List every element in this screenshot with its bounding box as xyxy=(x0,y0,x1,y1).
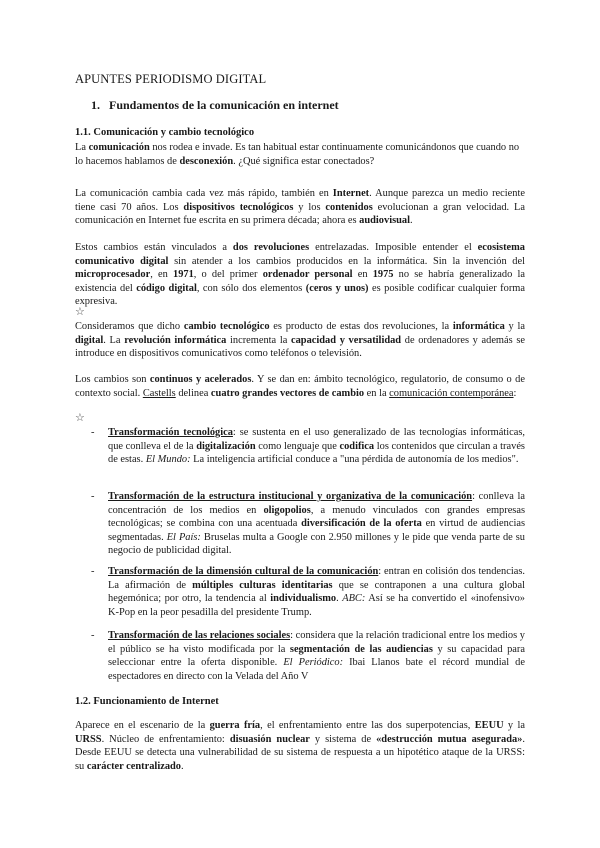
list-item: - Transformación de las relaciones sociales: considera que la relación tradicional entre los medios y el público se ha visto modificada por la segmentación de las audiencias y su capacidad para seleccionar entre la oferta disponible. El Periódico: Ibai Llanos bate el récord mundial de espectadores en directo con la Velada del Año V xyxy=(91,630,525,682)
section-title: Fundamentos de la comunicación en internet xyxy=(109,98,339,112)
section-number: 1. xyxy=(91,98,100,112)
paragraph-two-revolutions: Estos cambios están vinculados a dos revoluciones entrelazadas. Imposible entender el ecosistema comunicativo digital sin atender a los cambios producidos en la informática. Sin la invención del microprocesador, en 1971, o del primer ordenador personal en 1975 no se habría generalizado la existencia del código digital, con sólo dos elementos (ceros y unos) es posible codificar cualquier forma expresiva. xyxy=(75,242,526,307)
document-title: APUNTES PERIODISMO DIGITAL xyxy=(75,72,267,86)
link-castells: Castells xyxy=(142,387,176,399)
subsection-heading-1-2: 1.2. Funcionamiento de Internet xyxy=(75,696,219,707)
list-item: - Transformación tecnológica: se sustenta en el uso generalizado de las tecnologías informáticas, que conlleva el de la digitalización como lenguaje que codifica los contenidos que circulan a través de estas. El Mundo: La inteligencia artificial conduce a "una pérdida de autonomía de los medios". xyxy=(91,427,525,465)
paragraph-castells: Los cambios son continuos y acelerados. Y se dan en: ámbito tecnológico, regulatorio, de consumo o de contexto social. Castells delinea cuatro grandes vectores de cambio en la comunicación contemporánea: xyxy=(75,374,525,399)
list-item: - Transformación de la dimensión cultural de la comunicación: entran en colisión dos tendencias. La afirmación de múltiples culturas identitarias que se contraponen a una cultura global hegemónica; por otro, la tendencia al individualismo. ABC: Así se ha convertido el «inofensivo» K-Pop en la peor pesadilla del presidente Trump. xyxy=(91,566,525,618)
star-icon: ☆ xyxy=(75,411,85,424)
list-item: - Transformación de la estructura institucional y organizativa de la comunicación: conlleva la concentración de los medios en oligopolios, a menudo vinculados con grandes empresas tecnológicas; se combina con una acentuada diversificación de la oferta en virtud de audiencias segmentadas. El País: Bruselas multa a Google con 2.950 millones y le pide que venda parte de su negocio de publicidad digital. xyxy=(91,491,526,556)
paragraph-tech-change: Consideramos que dicho cambio tecnológico es producto de estas dos revoluciones, la informática y la digital. La revolución informática incrementa la capacidad y versatilidad de ordenadores y además se introduce en dispositivos comunicativos como teléfonos o televisión. xyxy=(75,321,526,359)
paragraph-internet-change: La comunicación cambia cada vez más rápido, también en Internet. Aunque parezca un medio reciente tiene casi 70 años. Los dispositivos tecnológicos y los contenidos evolucionan a gran velocidad. La comunicación en Internet fue escrita en su primera década; ahora es audiovisual. xyxy=(75,188,525,226)
paragraph-cold-war: Aparece en el escenario de la guerra fría, el enfrentamiento entre las dos superpotencias, EEUU y la URSS. Núcleo de enfrentamiento: disuasión nuclear y sistema de «destrucción mutua asegurada». Desde EEUU se detecta una vulnerabilidad de su sistema de respuesta a un hipotético ataque de la URSS: su carácter centralizado. xyxy=(75,720,525,772)
paragraph-communication: La comunicación nos rodea e invade. Es tan habitual estar continuamente comunicándonos que cuando no lo hacemos hablamos de desconexión. ¿Qué significa estar conectados? xyxy=(75,142,520,167)
star-icon: ☆ xyxy=(75,305,85,318)
subsection-heading-1-1: 1.1. Comunicación y cambio tecnológico xyxy=(75,127,255,138)
section-heading xyxy=(91,98,339,113)
